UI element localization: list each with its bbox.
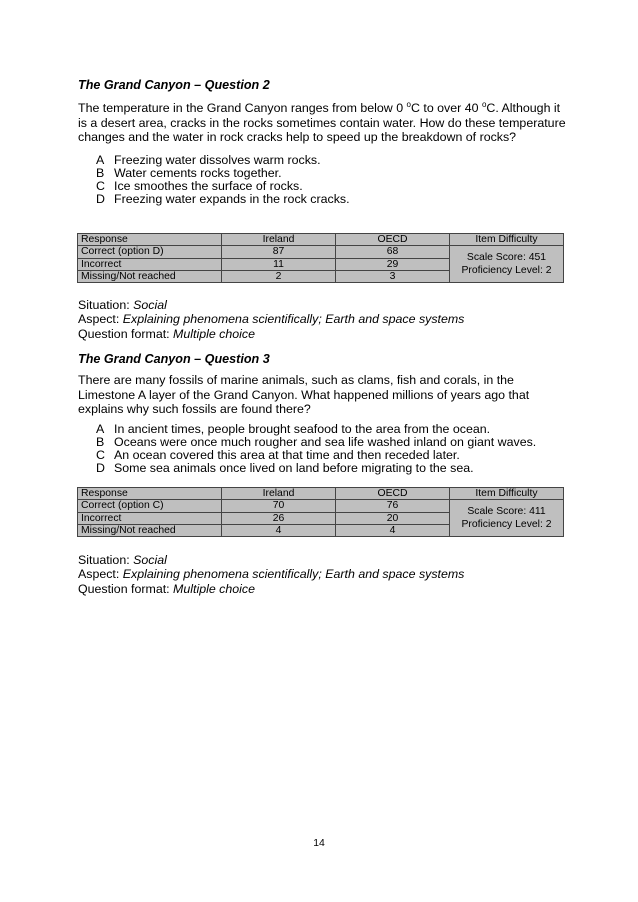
question-3-metadata bbox=[78, 553, 568, 596]
table-row: Incorrect 26 20 bbox=[78, 512, 564, 524]
option-a: A Freezing water dissolves warm rocks. bbox=[96, 152, 321, 167]
option-c: C Ice smoothes the surface of rocks. bbox=[96, 179, 303, 194]
question-2-stem: The temperature in the Grand Canyon ranges from below 0 $^o$C to over 40 $^o$C. Although it is a desert area, cracks in the rocks sometimes contain water. How do these temperature changes and the water in rock cracks help to speed up the breakdown of rocks? bbox=[78, 100, 566, 145]
question-2-title: The Grand Canyon – Question 2 bbox=[78, 78, 270, 92]
option-c: C An ocean covered this area at that time and then receded later. bbox=[96, 447, 460, 462]
item-difficulty-cell: Scale Score: 451 Proficiency Level: 2 bbox=[450, 246, 564, 283]
aspect: Aspect: Explaining phenomena scientifically; Earth and space systems bbox=[78, 567, 465, 582]
aspect: Aspect: Explaining phenomena scientifically; Earth and space systems bbox=[78, 312, 465, 327]
option-b: B Oceans were once much rougher and sea life washed inland on giant waves. bbox=[96, 434, 537, 449]
option-a: A In ancient times, people brought seafood to the area from the ocean. bbox=[96, 421, 491, 436]
table-row: Correct (option D) 87 68 Scale Score: 451 Proficiency Level: 2 bbox=[78, 246, 564, 258]
question-3-title: The Grand Canyon – Question 3 bbox=[78, 352, 270, 366]
question-3-section bbox=[78, 352, 568, 475]
question-3-stem: There are many fossils of marine animals, such as clams, fish and corals, in the Limestone A layer of the Grand Canyon. What happened millions of years ago that explains why such fossils are found there? bbox=[78, 373, 530, 416]
table-row: Missing/Not reached 2 3 bbox=[78, 270, 564, 282]
option-b: B Water cements rocks together. bbox=[96, 165, 282, 180]
table-row: Correct (option C) 70 76 Scale Score: 411 Proficiency Level: 2 bbox=[78, 500, 564, 512]
question-2-options bbox=[96, 154, 568, 207]
question-2-results-table bbox=[77, 233, 564, 283]
table-header-row: Response Ireland OECD Item Difficulty bbox=[78, 234, 564, 246]
page-number: 14 bbox=[313, 838, 325, 849]
option-d: D Some sea animals once lived on land before migrating to the sea. bbox=[96, 461, 474, 476]
question-3-results-table bbox=[77, 487, 564, 537]
question-3-options bbox=[96, 423, 568, 476]
option-d: D Freezing water expands in the rock cracks. bbox=[96, 192, 350, 207]
question-2-section bbox=[78, 78, 568, 206]
situation: Situation: Social bbox=[78, 553, 167, 567]
table-row: Missing/Not reached 4 4 bbox=[78, 524, 564, 536]
item-difficulty-cell: Scale Score: 411 Proficiency Level: 2 bbox=[450, 500, 564, 537]
situation: Situation: Social bbox=[78, 298, 167, 312]
question-format: Question format: Multiple choice bbox=[78, 581, 256, 596]
table-header-row: Response Ireland OECD Item Difficulty bbox=[78, 488, 564, 500]
question-2-metadata bbox=[78, 298, 568, 341]
table-row: Incorrect 11 29 bbox=[78, 258, 564, 270]
question-format: Question format: Multiple choice bbox=[78, 326, 256, 341]
